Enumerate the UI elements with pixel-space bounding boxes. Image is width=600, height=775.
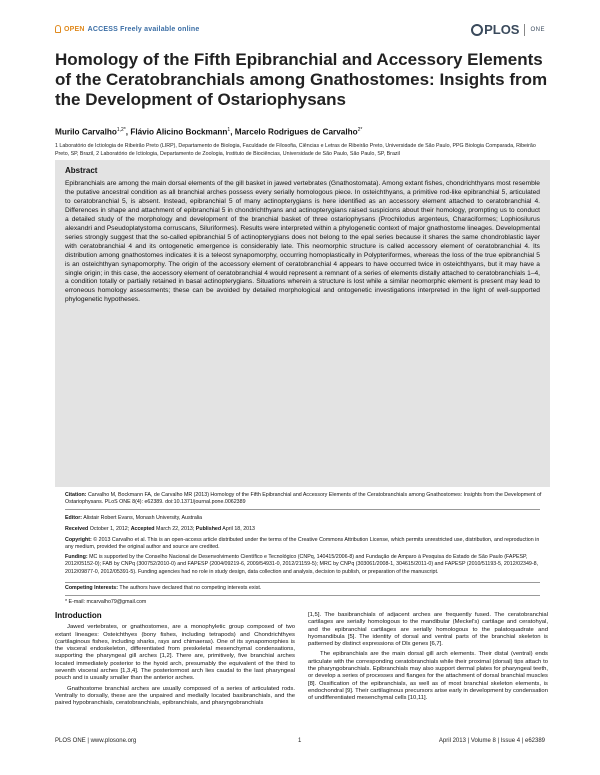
logo-divider [524,24,525,36]
footer-issue: April 2013 | Volume 8 | Issue 4 | e62389 [438,738,545,744]
plos-circle-icon [471,24,483,36]
received-date: October 1, 2012; [89,526,130,532]
dates-line [65,526,545,533]
plos-wordmark: PLOS [484,22,520,37]
intro-paragraph: The epibranchials are the main dorsal gill arch elements. Their distal (ventral) ends articulate with the corresponding ceratobranchials while their proximal (dorsal) tips attach to the pharyngobranchials. Epibranchials may also support dermal plates for pharyngeal teeth, or develop a series of processes and flanges for the attachment of dorsal branchial muscles [8]. Ossification of the epibranchials, as well as of most branchial skeleton elements, is endochondral [9]. Their cartilaginous precursors arise early in development by condensation of undifferentiated mesenchymal cells [10,11]. [308,651,548,702]
open-lock-icon [55,25,61,33]
funding-text: MC is supported by the Conselho Nacional de Desenvolvimento Científico e Tecnológico (CNPq, 140415/2006-8) and Fundação de Amparo à Pesquisa do Estado de São Paulo (FAPESP, 2012/05152-0); FAB by CNPq (300752/2010-0) and FAPESP (2004/09219-6, 2009/54931-0, 2012/21159-5); MRC by CNPq (303061/2008-1, 304615/2011-0) and FAPESP (2010/51193-5, 2012/02349-8, 2012/09877-0, 2012/05391-5). Funding agencies had no role in study design, data collection and analysis, decision to publish, or preparation of the manuscript. [65,554,539,575]
editor-text: Alistair Robert Evans, Monash University, Australia [83,515,203,521]
competing-label: Competing Interests: [65,585,118,591]
abstract-heading: Abstract [65,166,98,175]
author-affil-sup: 2* [357,127,363,133]
citation-text: Carvalho M, Bockmann FA, de Carvalho MR (2013) Homology of the Fifth Epibranchial and Accessory Elements of the Ceratobranchials among Gnathostomes: Insights from the Development of Ostariophysans. PLoS ONE 8(4): e62389. doi:10.1371/journal.pone.0062389 [65,492,542,506]
intro-paragraph: Jawed vertebrates, or gnathostomes, are a monophyletic group composed of two extant lineages: Osteichthyes (bony fishes, including tetrapods) and Chondrichthyes (cartilaginous fishes, including sharks, rays and chimaeras). One of its synapomorphies is the visceral endoskeleton, differentiated from preskeletal mesenchymal condensations, supporting the pharyngeal gill arches [1,2]. There are, primitively, five branchial arches located immediately posterior to the hyoid arch, presumably the equivalent of the third to seventh visceral arches [1,3,4]. The posteriormost arch lies caudal to the last pharyngeal pouch and is usually smaller than the anterior arches. [55,624,295,682]
author-name[interactable]: Murilo Carvalho [55,127,117,137]
author-name[interactable]: Marcelo Rodrigues de Carvalho [234,127,358,137]
copyright [65,537,545,552]
citation [65,492,545,507]
funding [65,554,545,576]
accepted-date: March 22, 2013; [156,526,195,532]
footer-journal[interactable]: PLOS ONE | www.plosone.org [55,738,137,744]
divider [65,582,540,583]
editor-label: Editor: [65,515,83,521]
open-access-label: OPEN [64,25,85,33]
author-affil-sup: 1,2* [116,127,126,133]
divider [65,509,540,510]
copyright-label: Copyright: [65,537,92,543]
editor-line [65,515,545,522]
author-affil-sup: 1 [227,127,231,133]
competing-interests [65,585,545,592]
intro-right-column [308,612,548,706]
email-text[interactable]: * E-mail: mcarvalho79@gmail.com [65,599,147,605]
published-date: April 18, 2013 [222,526,255,532]
citation-label: Citation: [65,492,87,498]
abstract-text: Epibranchials are among the main dorsal elements of the gill basket in jawed vertebrates (Gnathostomata). Among extant fishes, chondrichthyans most resemble the putative ancestral condition as all branchial arches possess every serially homologous piece. In osteichthyans, a primitive rod-like epibranchial 5, articulated to ceratobranchial 5, is absent. Instead, epibranchial 5 of many actinopterygians is here identified as an accessory element attached to ceratobranchial 4. Differences in shape and attachment of epibranchial 5 in chondrichthyans and actinopterygians raised suspicions about their homology, prompting us to conduct a detailed study of the morphology and development of the branchial basket of three ostariophysans (Prochilodus argenteus, Characiformes; Lophiosilurus alexandri and Pseudoplatystoma corruscans, Siluriformes). Results were interpreted within a phylogenetic context of major gnathostome lineages. Developmental series strongly suggest that the so-called epibranchial 5 of actinopterygians does not belong to the epal series because it shares the same chondroblastic layer with ceratobranchial 4 and its ontogenetic emergence is considerably late. This neomorphic structure is called accessory element of ceratobranchial 4. Its distribution among gnathostomes indicates it is a teleost synapomorphy, occurring homoplastically in Polypteriformes, whereas the loss of the true epibranchial 5 is an osteichthyan synapomorphy. The origin of the accessory element of ceratobranchial 4 appears to have occurred twice in osteichthyans, but it may have a single origin; in this case, the accessory element of ceratobranchial 4 would represent a remnant of a series of elements distally attached to ceratobranchials 1–4, a condition totally or partially retained in basal actinopterygians. Situations wherein a structure is lost while a similar neomorphic element is present may lead to erroneous homology assessments; these can be avoided by detailed morphological and ontogenetic investigations interpreted in the light of well-supported phylogenetic hypotheses. [65,180,540,304]
article-title: Homology of the Fifth Epibranchial and Accessory Elements of the Ceratobranchials among Gnathostomes: Insights from the Development of Ostariophysans [55,50,548,109]
journal-header [55,22,545,42]
published-label: Published [195,526,222,532]
affiliations: 1 Laboratório de Ictiologia de Ribeirão Preto (LIRP), Departamento de Biologia, Faculdade de Filosofia, Ciências e Letras de Ribeirão Preto, Universidade de São Paulo, PPG Biologia Comparada, Ribeirão Preto, SP, Brazil, 2 Laboratório de Ictiologia, Departamento de Zoologia, Instituto de Biociências, Universidade de São Paulo, São Paulo, SP, Brazil [55,143,536,157]
open-access-badge[interactable] [55,25,199,33]
email[interactable] [65,599,545,606]
abstract-box [55,160,550,487]
intro-heading: Introduction [55,611,102,620]
page-number: 1 [298,738,302,744]
intro-left-column [55,612,295,711]
copyright-text: © 2013 Carvalho et al. This is an open-access article distributed under the terms of the Creative Commons Attribution License, which permits unrestricted use, distribution, and reproduction in any medium, provided the original author and source are credited. [65,537,540,551]
received-label: Received [65,526,89,532]
accepted-label: Accepted [130,526,155,532]
journal-logo[interactable] [472,22,545,37]
divider [65,595,540,596]
journal-name: ONE [530,26,545,33]
author-list: Murilo Carvalho$^{1,2*}$, Flávio Alicino Bockmann$^1$, Marcelo Rodrigues de Carvalho$^{2*}$ [55,127,363,137]
intro-paragraph: [1,5]. The basibranchials of adjacent arches are frequently fused. The ceratobranchial cartilages are serially homologous to the mandibular (Meckel's) cartilage and ceratohyal, and the epibranchial cartilages are serially homologous to the palatoquadrate and hyomandibula [5]. The identity of dorsal and ventral parts of the branchial skeleton is patterned by distinct expressions of Dlx genes [6,7]. [308,612,548,648]
intro-paragraph: Gnathostome branchial arches are usually composed of a series of articulated rods. Ventrally to dorsally, these are the unpaired and medially located basibranchials, and the paired hypobranchials, ceratobranchials, epibranchials, and pharyngobranchials [55,685,295,707]
open-access-rest: ACCESS Freely available online [87,25,200,33]
competing-text: The authors have declared that no competing interests exist. [119,585,262,591]
author-name[interactable]: Flávio Alicino Bockmann [130,127,228,137]
funding-label: Funding: [65,554,88,560]
